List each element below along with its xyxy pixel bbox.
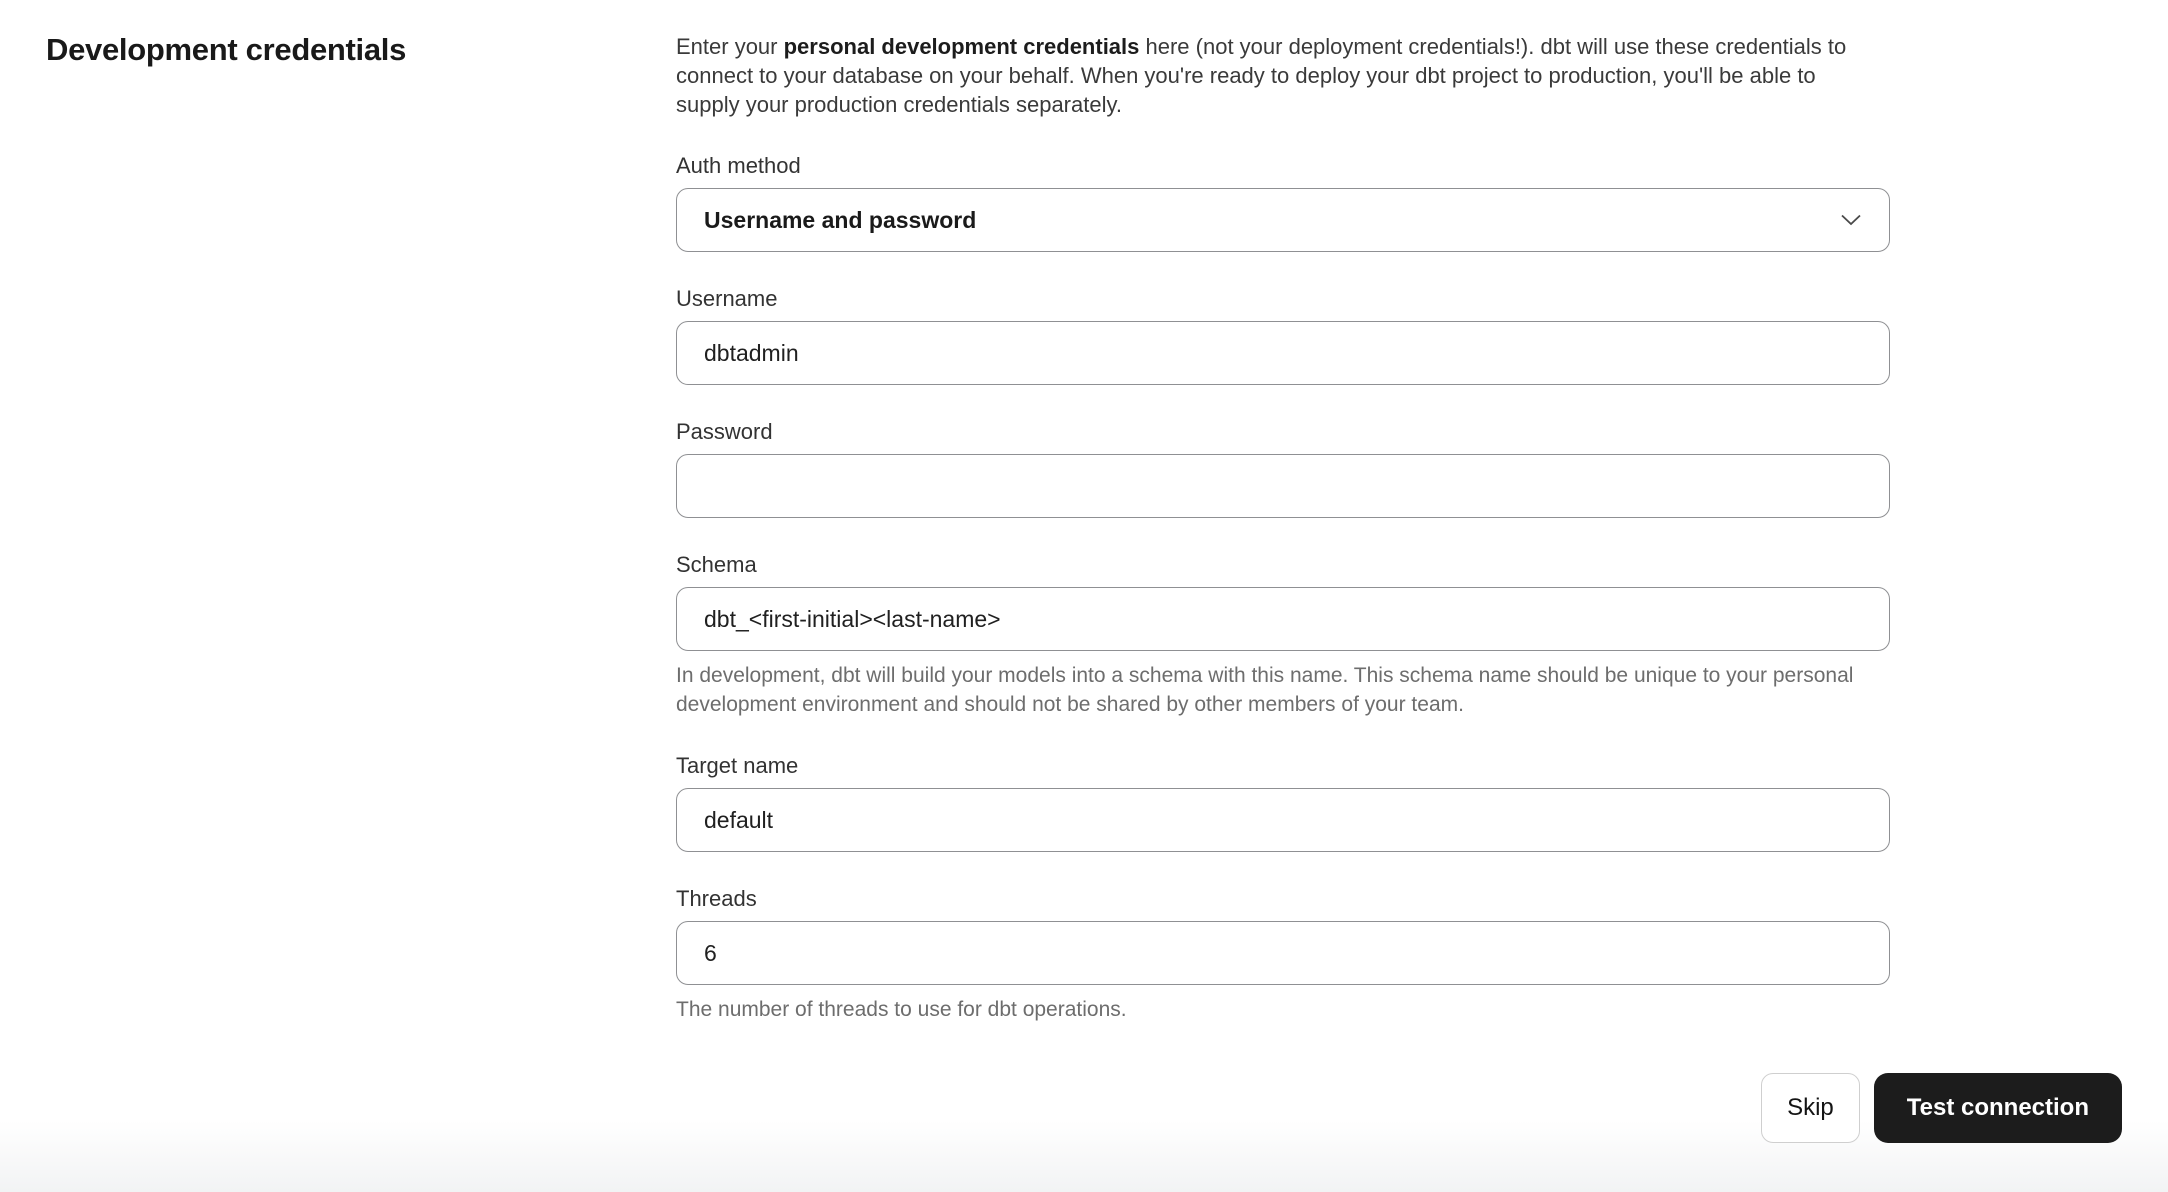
schema-field-group xyxy=(676,552,1890,719)
auth-method-field xyxy=(676,153,1890,252)
credentials-form xyxy=(676,30,1890,1024)
schema-helper-text: In development, dbt will build your models into a schema with this name. This schema name should be unique to your personal development environment and should not be shared by other members of your team. xyxy=(676,664,1854,716)
password-input[interactable] xyxy=(676,454,1890,518)
auth-method-select[interactable] xyxy=(676,188,1890,252)
target-name-field-group xyxy=(676,753,1890,852)
intro-highlight: personal development credentials xyxy=(783,34,1140,59)
intro-rest: here (not your deployment credentials!). dbt will use these credentials to connect to your database on your behalf. When you're ready to deploy your dbt project to production, you'll be able to supply your production credentials separately. xyxy=(676,34,1847,117)
threads-helper-text: The number of threads to use for dbt operations. xyxy=(676,998,1127,1021)
username-input[interactable] xyxy=(676,321,1890,385)
intro-text xyxy=(676,32,1868,119)
threads-field-group xyxy=(676,886,1890,1024)
username-label: Username xyxy=(676,286,778,311)
threads-label: Threads xyxy=(676,886,757,911)
threads-input[interactable] xyxy=(676,921,1890,985)
skip-button[interactable]: Skip xyxy=(1761,1073,1860,1143)
password-field-group xyxy=(676,419,1890,518)
action-bar xyxy=(1761,1073,2122,1143)
username-field-group xyxy=(676,286,1890,385)
test-connection-button[interactable]: Test connection xyxy=(1874,1073,2122,1143)
intro-lead: Enter your xyxy=(676,34,784,59)
page-title: Development credentials xyxy=(46,32,407,67)
auth-method-selected-value: Username and password xyxy=(704,206,977,233)
title-column xyxy=(46,30,676,1024)
target-name-input[interactable] xyxy=(676,788,1890,852)
schema-input[interactable] xyxy=(676,587,1890,651)
chevron-down-icon xyxy=(1840,214,1862,226)
target-name-label: Target name xyxy=(676,753,799,778)
auth-method-label: Auth method xyxy=(676,153,801,178)
password-label: Password xyxy=(676,419,773,444)
schema-label: Schema xyxy=(676,552,757,577)
